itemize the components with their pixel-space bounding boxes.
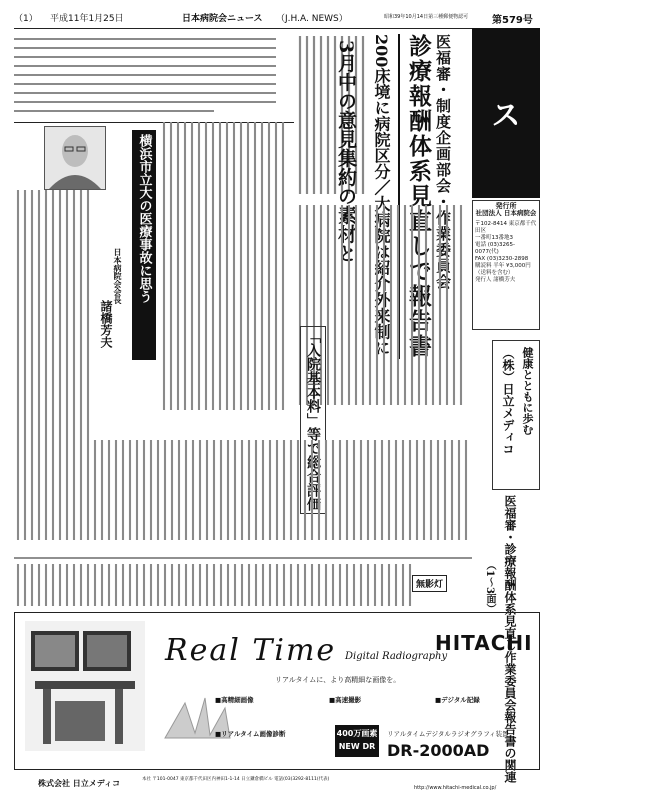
workstation-icon: [25, 621, 145, 751]
footer-company: 株式会社 日立メディコ: [38, 779, 121, 788]
intro-article-body: [14, 34, 276, 120]
feature-4: ■リアルタイム画像診断: [215, 730, 286, 738]
advert-subhead: Digital Radiography: [345, 651, 448, 662]
product-description: リアルタイムデジタルラジオグラフィ装置: [387, 730, 509, 738]
paper-name-en: （J.H.A. NEWS）: [276, 14, 348, 24]
column-body-lines: [14, 190, 126, 440]
person-icon: [45, 127, 105, 189]
lead-headline: 診療報酬体系見直しで報告書: [398, 34, 435, 359]
footer-url: http://www.hitachi-medical.co.jp/: [414, 785, 497, 791]
publisher-line: （送料を含む）: [475, 270, 514, 276]
middle-article-body: [160, 122, 290, 410]
related-note: 医福審・診療報酬体系見直し作業委員会報告書の関連: [503, 495, 517, 783]
issue-date: 平成11年1月25日: [50, 14, 124, 24]
side-advert: [492, 340, 540, 490]
intro-body-lines: [14, 34, 276, 120]
publisher-box: [472, 200, 540, 330]
advert-headline: Real Time: [165, 633, 337, 668]
badge-new: NEW DR: [338, 742, 376, 751]
hitachi-logo: HITACHI: [435, 631, 533, 655]
new-dr-badge: [335, 725, 379, 757]
lead-subheadline: 200床境に病院区分／大病院は紹介外来制に: [372, 34, 391, 356]
advert-footer: [14, 774, 540, 792]
lead-kicker: 医福審・制度企画部会・作業委員会: [434, 34, 452, 290]
related-pages: （1～3面）: [484, 560, 495, 614]
publisher-line: 〒102-8414 東京都千代田区: [475, 221, 537, 234]
paper-name: 日本病院会ニュース: [182, 14, 263, 24]
publisher-line: FAX (03)3230-2898: [475, 256, 529, 262]
byline-name: 諸橋芳夫: [99, 300, 113, 348]
third-headline: 「入院基本料」等で総合評価: [300, 326, 326, 514]
issue-number: 第579号: [492, 15, 533, 26]
publisher-line: 一番町13番地3: [475, 235, 513, 241]
second-headline: 3月中の意見集約の素材と: [335, 40, 357, 263]
column-header-bar: [132, 130, 156, 360]
feature-1: ■高精細画像: [215, 696, 254, 704]
lower-article-body: [14, 440, 472, 608]
portrait-photo: [44, 126, 106, 190]
publisher-org: 社団法人 日本病院会: [475, 209, 537, 217]
publisher-label: 発行所: [495, 202, 517, 210]
masthead: [472, 28, 640, 198]
page-header: [14, 6, 539, 29]
column-body: [14, 190, 126, 440]
feature-2: ■高速撮影: [329, 696, 362, 704]
advert-tagline: リアルタイムに、より高精細な画像を。: [275, 676, 401, 684]
lower-body-lines: [14, 440, 472, 608]
badge-pixels: 400万画素: [336, 729, 378, 738]
equipment-photo: [25, 621, 145, 751]
publisher-line: 電話 (03)3265-0077(代): [475, 242, 516, 255]
advert-slogan: 健康とともに歩む: [521, 347, 534, 435]
footer-address: 本社 〒101-0047 東京都千代田区内神田1-1-14 日立鎌倉橋ビル 電話(03)3292-8111(代表): [142, 777, 330, 782]
column-label-mueitou: 無影灯: [412, 575, 447, 592]
byline-org: 日本病院会会長: [113, 248, 122, 304]
publisher-line: 購読料 半年 ¥3,000円: [475, 263, 531, 269]
middle-body-lines: [160, 122, 290, 410]
feature-3: ■デジタル記録: [435, 696, 480, 704]
publisher-line: 発行人 諸橋芳夫: [475, 277, 516, 283]
page-number: （1）: [14, 14, 38, 24]
hitachi-advert: [14, 612, 540, 770]
masthead-title: 日本病院会ニュース: [485, 48, 640, 184]
column-headline: 横浜市立大の医療事故に思う: [136, 134, 152, 303]
postal-notice: 昭和39年10月14日第三種郵便物認可: [384, 14, 469, 20]
product-name: DR-2000AD: [387, 741, 490, 760]
advert-company: （株）日立メディコ: [501, 347, 515, 455]
